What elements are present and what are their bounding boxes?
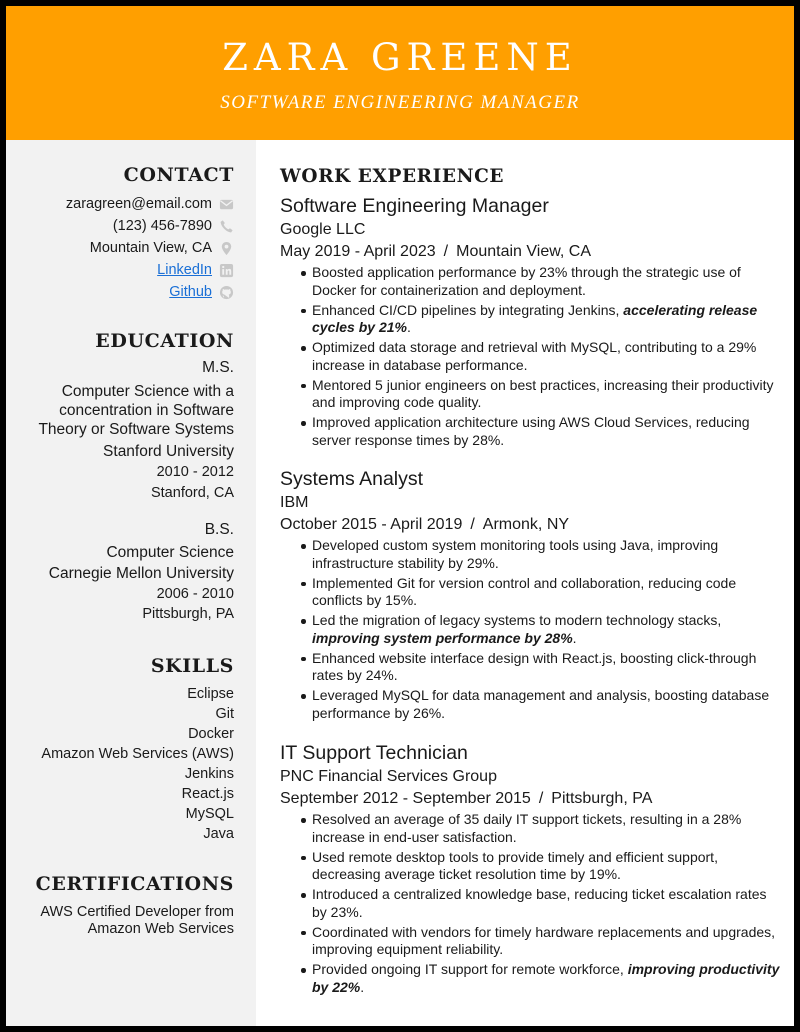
linkedin-link[interactable]: LinkedIn: [157, 262, 212, 278]
job-separator: /: [470, 516, 475, 533]
bullet-emphasis: improving productivity by 22%: [312, 961, 780, 995]
candidate-name: ZARA GREENE: [222, 36, 578, 79]
job-bullets: [280, 811, 780, 996]
sidebar: [6, 140, 256, 1026]
bullet-tail: .: [360, 978, 365, 995]
job-bullet: [280, 302, 780, 337]
contact-github[interactable]: [169, 282, 234, 302]
job-location: Pittsburgh, PA: [551, 790, 653, 807]
skill-item: Jenkins: [184, 766, 234, 782]
job-dates-location: [280, 514, 780, 536]
email-text: zaragreen@email.com: [65, 196, 212, 212]
certifications-heading: CERTIFICATIONS: [35, 873, 234, 895]
job-bullet: Boosted application performance by 23% through the strategic use of Docker for containerization and deployment.: [280, 264, 780, 299]
bullet-emphasis: improving system performance by 28%: [312, 629, 573, 646]
job-separator: /: [443, 243, 449, 260]
edu-field-line: concentration in Software: [59, 402, 234, 419]
job-title: IT Support Technician: [280, 742, 468, 764]
bullet-text: Led the migration of legacy systems to modern technology stacks,: [312, 612, 722, 628]
job-bullet: Resolved an average of 35 daily IT support tickets, resulting in a 28% increase in end-user satisfaction.: [280, 811, 780, 846]
certification-line: AWS Certified Developer from: [40, 904, 234, 920]
contact-email: [66, 194, 234, 214]
skills-heading: SKILLS: [150, 655, 234, 677]
job-bullets: [280, 264, 780, 449]
edu-school: Stanford University: [103, 443, 234, 460]
edu-location: Pittsburgh, PA: [142, 606, 234, 622]
job-bullet: Coordinated with vendors for timely hardware replacements and upgrades, improving equipment reliability.: [280, 924, 780, 959]
candidate-title: SOFTWARE ENGINEERING MANAGER: [220, 92, 580, 113]
job-company: PNC Financial Services Group: [280, 768, 497, 785]
edu-field-line: Computer Science: [106, 544, 234, 561]
job-bullet: [280, 612, 780, 647]
job-company: IBM: [280, 494, 309, 511]
github-icon[interactable]: [218, 284, 234, 300]
linkedin-icon[interactable]: [218, 262, 234, 278]
skill-item: MySQL: [185, 806, 234, 822]
phone-text: (123) 456-7890: [112, 218, 212, 234]
bullet-tail: .: [406, 319, 411, 335]
contact-phone: [113, 216, 234, 236]
bullet-emphasis: accelerating release cycles by 21%: [312, 301, 758, 335]
job-bullet: Optimized data storage and retrieval with MySQL, contributing to a 29% increase in database performance.: [280, 339, 780, 374]
job-separator: /: [538, 790, 544, 807]
bullet-text: Enhanced CI/CD pipelines by integrating Jenkins,: [312, 301, 624, 318]
job-dates-location: [280, 788, 780, 810]
job-bullet: Enhanced website interface design with React.js, boosting click-through rates by 24%.: [280, 650, 780, 685]
job-bullet: Developed custom system monitoring tools using Java, improving infrastructure stability by 29%.: [280, 537, 780, 572]
contact-location: [90, 238, 234, 258]
job-bullets: [280, 537, 780, 722]
skill-item: Amazon Web Services (AWS): [41, 746, 234, 762]
phone-icon: [218, 218, 234, 234]
job-dates-location: [280, 241, 780, 263]
edu-years: 2010 - 2012: [156, 464, 234, 480]
edu-field-line: Computer Science with a: [61, 383, 234, 400]
main-content: [256, 140, 794, 1026]
job-entry: [280, 467, 780, 725]
github-link[interactable]: Github: [169, 284, 212, 300]
edu-years: 2006 - 2010: [156, 586, 234, 602]
job-title: Software Engineering Manager: [280, 195, 549, 217]
job-company: Google LLC: [280, 221, 366, 238]
resume-header: [6, 6, 794, 140]
contact-linkedin[interactable]: [157, 260, 234, 280]
bullet-text: Provided ongoing IT support for remote workforce,: [312, 961, 628, 977]
job-dates: October 2015 - April 2019: [280, 516, 463, 533]
map-pin-icon: [218, 240, 234, 256]
skill-item: Java: [203, 826, 234, 842]
edu-school: Carnegie Mellon University: [48, 565, 234, 582]
certification-line: Amazon Web Services: [87, 921, 234, 937]
skill-item: React.js: [181, 786, 234, 802]
job-title: Systems Analyst: [280, 468, 424, 490]
job-bullet: [280, 961, 780, 996]
skill-item: Docker: [188, 726, 234, 742]
contact-heading: CONTACT: [123, 164, 234, 186]
location-text: Mountain View, CA: [89, 240, 212, 256]
job-bullet: Introduced a centralized knowledge base, reducing ticket escalation rates by 23%.: [280, 886, 780, 921]
job-bullet: Mentored 5 junior engineers on best practices, increasing their productivity and improving code quality.: [280, 377, 780, 412]
job-location: Armonk, NY: [482, 516, 570, 533]
job-bullet: Implemented Git for version control and collaboration, reducing code conflicts by 15%.: [280, 575, 780, 610]
edu-degree: B.S.: [204, 521, 234, 538]
job-entry: [280, 741, 780, 999]
skill-item: Eclipse: [187, 686, 234, 702]
edu-location: Stanford, CA: [150, 485, 234, 501]
envelope-icon: [218, 196, 234, 212]
job-dates: September 2012 - September 2015: [280, 790, 531, 807]
job-bullet: Used remote desktop tools to provide timely and efficient support, decreasing average ticket resolution time by 19%.: [280, 849, 780, 884]
job-dates: May 2019 - April 2023: [280, 243, 436, 260]
job-entry: [280, 194, 780, 452]
education-heading: EDUCATION: [95, 330, 234, 352]
bullet-tail: .: [572, 629, 577, 646]
job-bullet: Leveraged MySQL for data management and analysis, boosting database performance by 26%.: [280, 687, 780, 722]
edu-field-line: Theory or Software Systems: [38, 421, 234, 438]
edu-degree: M.S.: [202, 359, 234, 376]
job-location: Mountain View, CA: [456, 243, 591, 260]
job-bullet: Improved application architecture using AWS Cloud Services, reducing server response times by 28%.: [280, 414, 780, 449]
work-experience-heading: WORK EXPERIENCE: [280, 166, 505, 187]
resume-page: [6, 6, 794, 1026]
skill-item: Git: [215, 706, 234, 722]
